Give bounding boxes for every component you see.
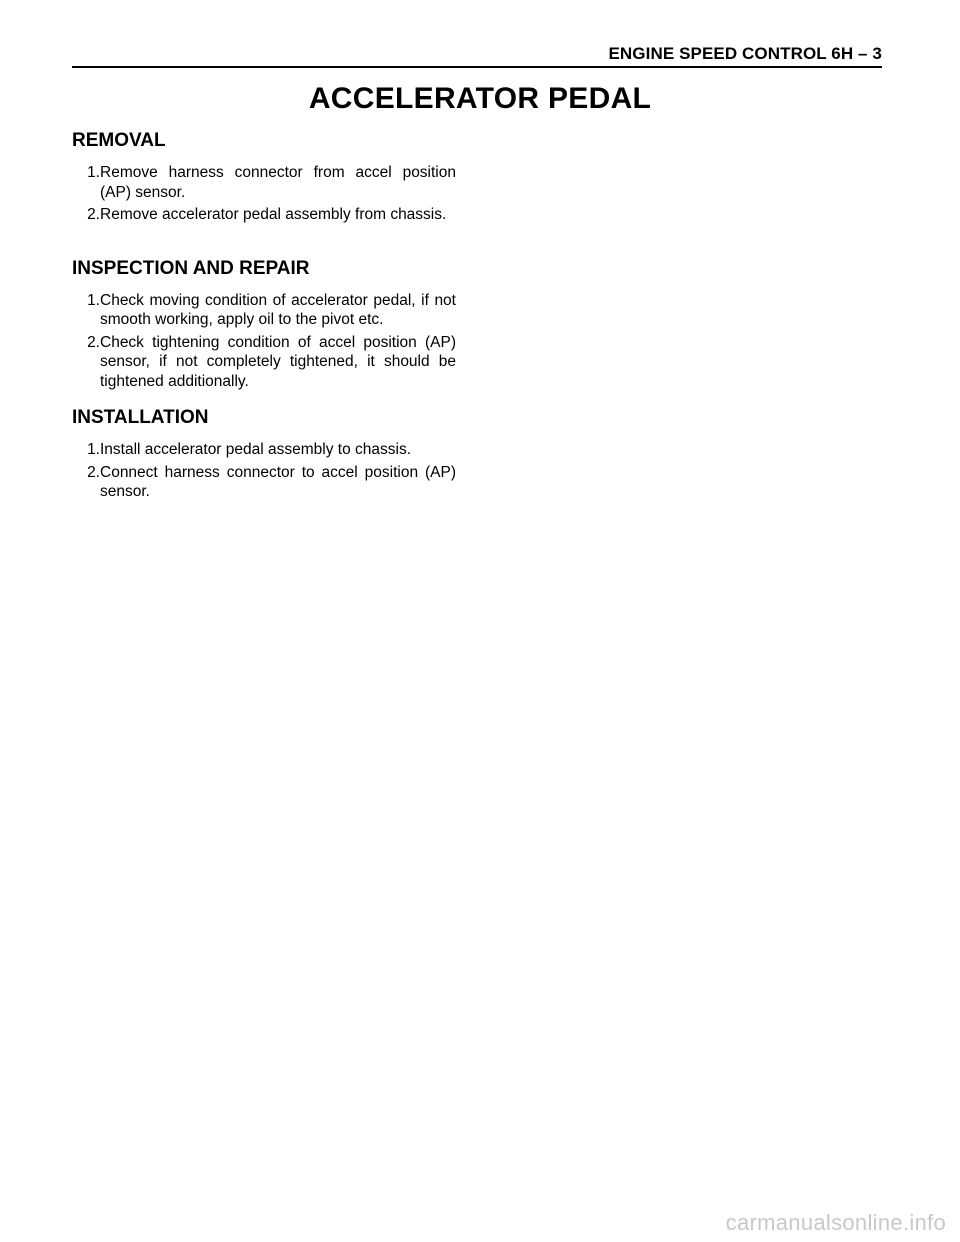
step-text: Remove harness connector from accel position (AP) sensor. — [100, 164, 456, 201]
step-item — [72, 163, 456, 202]
step-item — [72, 463, 456, 502]
section-heading-inspection: INSPECTION AND REPAIR — [72, 257, 310, 279]
removal-steps — [72, 163, 456, 225]
running-header: ENGINE SPEED CONTROL 6H – 3 — [608, 44, 882, 63]
step-item — [72, 333, 456, 392]
step-item — [72, 291, 456, 330]
step-number: 1. — [87, 164, 100, 181]
step-text: Install accelerator pedal assembly to chassis. — [100, 441, 412, 458]
section-installation — [72, 405, 456, 502]
header-divider — [72, 66, 882, 68]
step-number: 2. — [87, 206, 100, 223]
step-number: 1. — [87, 441, 100, 458]
installation-steps — [72, 440, 456, 502]
section-heading-installation: INSTALLATION — [72, 407, 209, 428]
step-number: 2. — [87, 333, 100, 351]
section-removal — [72, 128, 456, 225]
step-number: 1. — [87, 291, 100, 309]
step-number: 2. — [87, 463, 100, 481]
step-text: Remove accelerator pedal assembly from chassis. — [100, 206, 447, 223]
step-text: Check tightening condition of accel position (AP) sensor, if not completely tightened, it should be tightened additionally. — [100, 333, 456, 390]
section-inspection-and-repair — [72, 256, 456, 392]
inspection-steps — [72, 291, 456, 392]
step-item — [72, 205, 456, 225]
step-text: Check moving condition of accelerator pedal, if not smooth working, apply oil to the pivot etc. — [100, 291, 456, 328]
page-title: ACCELERATOR PEDAL — [308, 82, 652, 115]
site-watermark: carmanualsonline.info — [725, 1210, 946, 1235]
section-heading-removal: REMOVAL — [72, 130, 166, 151]
step-item — [72, 440, 456, 460]
content-column — [72, 128, 456, 505]
step-text: Connect harness connector to accel position (AP) sensor. — [100, 463, 456, 500]
